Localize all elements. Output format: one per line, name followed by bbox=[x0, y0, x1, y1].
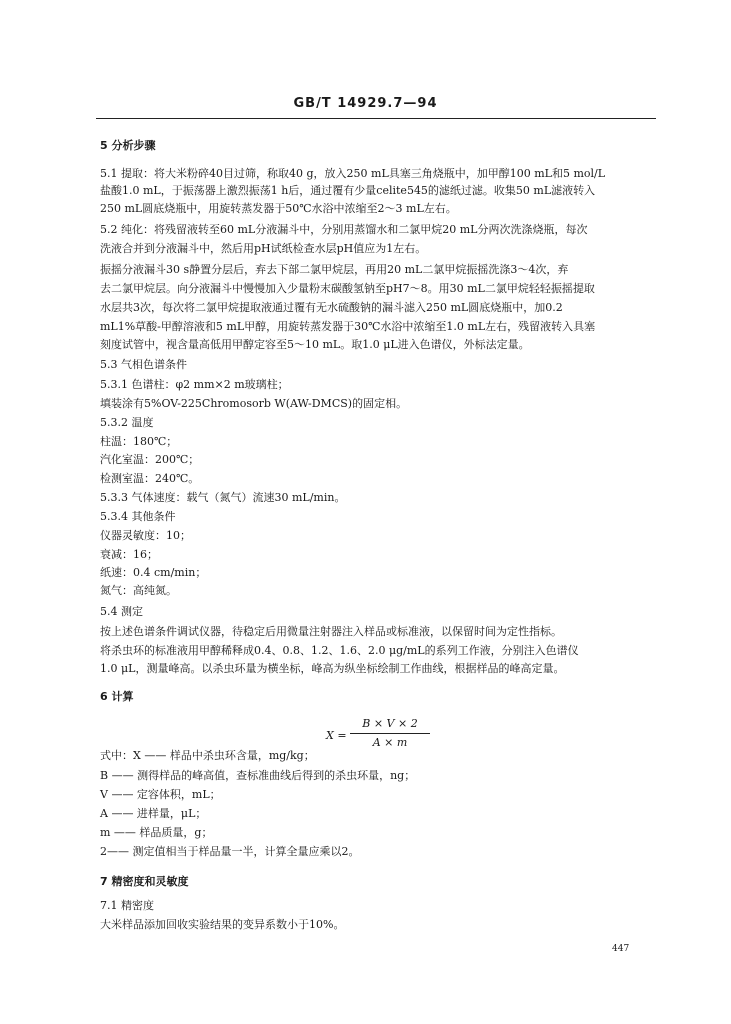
section-7-heading: 7 精密度和灵敏度 bbox=[100, 875, 189, 888]
text-line: 填装涂有5%OV-225Chromosorb W(AW-DMCS)的固定相。 bbox=[100, 397, 408, 410]
variable-definition: V —— 定容体积，mL； bbox=[100, 788, 221, 801]
formula-numerator: B × V × 2 bbox=[362, 717, 418, 730]
header-rule bbox=[96, 118, 656, 119]
section-5-heading: 5 分析步骤 bbox=[100, 139, 156, 152]
section-heading: 5.3.2 温度 bbox=[100, 416, 154, 429]
text-line: 刻度试管中，视含量高低用甲醇定容至5～10 mL。取1.0 μL进入色谱仪，外标法定量。 bbox=[100, 338, 530, 351]
text-line: 将杀虫环的标准液用甲醇稀释成0.4、0.8、1.2、1.6、2.0 μg/mL的系列工作液，分别注入色谱仪 bbox=[100, 644, 579, 657]
page-number: 447 bbox=[612, 944, 630, 954]
text-line: 洗液合并到分液漏斗中，然后用pH试纸检查水层pH值应为1左右。 bbox=[100, 242, 427, 255]
section-heading: 5.4 测定 bbox=[100, 605, 143, 618]
text-line: 检测室温：240℃。 bbox=[100, 472, 200, 485]
text-line: 盐酸1.0 mL，于振荡器上激烈振荡1 h后，通过覆有少量celite545的滤纸过滤。收集50 mL滤液转入 bbox=[100, 184, 596, 197]
text-line: 振摇分液漏斗30 s静置分层后，弃去下部二氯甲烷层，再用20 mL二氯甲烷振摇洗涤3～4次，弃 bbox=[100, 263, 569, 276]
fraction-bar bbox=[350, 733, 430, 734]
text-line: 大米样品添加回收实验结果的变异系数小于10%。 bbox=[100, 918, 345, 931]
text-line: 250 mL圆底烧瓶中，用旋转蒸发器于50℃水浴中浓缩至2～3 mL左右。 bbox=[100, 202, 457, 215]
text-line: 去二氯甲烷层。向分液漏斗中慢慢加入少量粉末碳酸氢钠至pH7～8。用30 mL二氯甲烷轻轻振摇提取 bbox=[100, 282, 595, 295]
section-6-heading: 6 计算 bbox=[100, 690, 134, 703]
variable-definition: 2—— 测定值相当于样品量一半，计算全量应乘以2。 bbox=[100, 845, 360, 858]
variable-definition: B —— 测得样品的峰高值，查标准曲线后得到的杀虫环量，ng； bbox=[100, 769, 416, 782]
variable-definition: m —— 样品质量，g； bbox=[100, 826, 213, 839]
text-line: 柱温：180℃； bbox=[100, 435, 178, 448]
text-line: mL1%草酸-甲醇溶液和5 mL甲醇，用旋转蒸发器于30℃水浴中浓缩至1.0 mL左右，残留液转入具塞 bbox=[100, 320, 596, 333]
text-line: 纸速：0.4 cm/min； bbox=[100, 566, 207, 579]
text-line: 5.2 纯化：将残留液转至60 mL分液漏斗中，分别用蒸馏水和二氯甲烷20 mL分两次洗涤烧瓶，每次 bbox=[100, 223, 588, 236]
text-line: 汽化室温：200℃； bbox=[100, 453, 200, 466]
text-line: 5.1 提取：将大米粉碎40目过筛，称取40 g，放入250 mL具塞三角烧瓶中，加甲醇100 mL和5 mol/L bbox=[100, 167, 606, 180]
formula-denominator: A × m bbox=[372, 736, 408, 749]
formula-fraction bbox=[350, 716, 430, 751]
text-line: 氮气：高纯氮。 bbox=[100, 584, 177, 597]
text-line: 1.0 μL，测量峰高。以杀虫环量为横坐标，峰高为纵坐标绘制工作曲线，根据样品的峰高定量。 bbox=[100, 662, 565, 675]
text-line: 水层共3次，每次将二氯甲烷提取液通过覆有无水硫酸钠的漏斗滤入250 mL圆底烧瓶中，加0.2 bbox=[100, 301, 563, 314]
section-heading: 5.3.4 其他条件 bbox=[100, 510, 176, 523]
formula-lhs: X = bbox=[326, 729, 347, 742]
section-heading: 7.1 精密度 bbox=[100, 899, 154, 912]
text-line: 仪器灵敏度：10； bbox=[100, 529, 191, 542]
standard-number-header: GB/T 14929.7—94 bbox=[293, 96, 438, 111]
text-line: 按上述色谱条件调试仪器，待稳定后用微量注射器注入样品或标准液，以保留时间为定性指标。 bbox=[100, 625, 562, 638]
text-line: 衰减：16； bbox=[100, 548, 158, 561]
text-line: 5.3.1 色谱柱：φ2 mm×2 m玻璃柱； bbox=[100, 378, 289, 391]
variable-definition: 式中：X —— 样品中杀虫环含量，mg/kg； bbox=[100, 749, 315, 762]
text-line: 5.3.3 气体速度：载气（氮气）流速30 mL/min。 bbox=[100, 491, 346, 504]
section-heading: 5.3 气相色谱条件 bbox=[100, 358, 187, 371]
variable-definition: A —— 进样量，μL； bbox=[100, 807, 207, 820]
